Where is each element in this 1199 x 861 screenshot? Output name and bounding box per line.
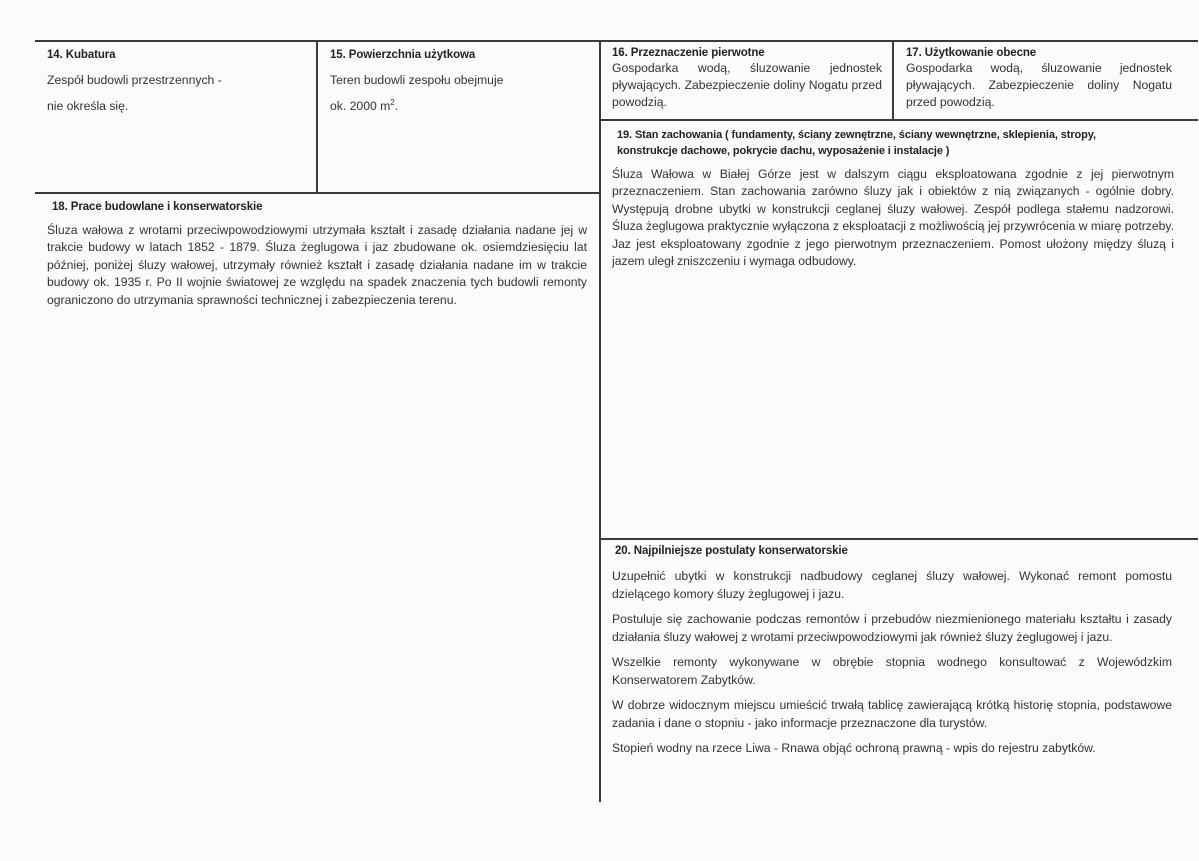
section-14-heading: 14. Kubatura [47,49,116,61]
section-14-line-2: nie określa się. [47,98,129,113]
section-15-line-2 [330,98,592,116]
divider-left-right [599,40,601,802]
section-17-text: Gospodarka wodą, śluzowanie jednostek pływających. Zabezpieczenie doliny Nogatu przed powodzią. [906,61,1172,109]
divider-s16-s17 [892,40,894,119]
section-17-heading: 17. Użytkowanie obecne [906,47,1037,59]
section-19-text: Śluza Wałowa w Białej Górze jest w dalszym ciągu eksploatowana zgodnie z jej pierwotnym przeznaczeniem. Stan zachowania zarówno śluzy jak i obiektów z nią związanych - ogólnie dobry. Występują drobne ubytki w konstrukcji ceglanej śluzy wałowej. Zespół podlega stałemu nadzorowi. Śluza żeglugowa praktycznie wyłączona z eksploatacji z możliwością jej przywrócenia w miarę potrzeby. Jaz jest eksploatowany zgodnie z jego pierwotnym przeznaczeniem. Pomost ułożony między śluzą i jazem uległ zniszczeniu i wymaga odbudowy. [612,167,1174,269]
postulate-paragraph: W dobrze widocznym miejscu umieścić trwałą tablicę zawierającą krótką historię stopnia, podstawowe zadania i dane o stopniu - jako informacje przeznaczone dla turystów. [612,698,1172,730]
area-period: . [394,98,399,113]
section-powierzchnia [330,48,592,115]
rule-above-s20 [599,538,1198,540]
section-18-text: Śluza wałowa z wrotami przeciwpowodziowymi utrzymała kształt i zasadę działania nadane jej w trakcie budowy w latach 1852 - 1879. Śluza żeglugowa i jaz zbudowane ok. osiemdziesięciu lat później, poniżej śluzy wałowej, utrzymały również kształt i zasadę działania nadane im w trakcie budowy ok. 1935 r. Po II wojnie światowej ze względu na spadek znaczenia tych budowli remonty ograniczono do utrzymania sprawności technicznej i zabezpieczenia terenu. [47,223,587,307]
postulate-paragraph: Stopień wodny na rzece Liwa - Rnawa objąć ochroną prawną - wpis do rejestru zabytków. [612,741,1096,755]
section-przeznaczenie-pierwotne [612,46,882,111]
postulate-paragraph: Wszelkie remonty wykonywane w obrębie stopnia wodnego konsultować z Wojewódzkim Konserwatorem Zabytków. [612,655,1172,687]
section-20-paragraphs [612,568,1172,758]
area-unit-exponent: 2 [390,97,395,107]
section-kubatura [47,48,309,115]
section-19-heading-line-2: konstrukcje dachowe, pokrycie dachu, wyposażenie i instalacje ) [617,145,950,157]
section-16-text: Gospodarka wodą, śluzowanie jednostek pływających. Zabezpieczenie doliny Nogatu przed powodzią. [612,61,882,109]
rule-below-s16-s17 [599,119,1198,121]
section-14-line-1: Zespół budowli przestrzennych - [47,73,222,87]
divider-s14-s15 [316,40,318,192]
section-prace-budowlane [47,200,587,309]
section-postulaty [612,544,1172,766]
postulate-paragraph: Uzupełnić ubytki w konstrukcji nadbudowy ceglanej śluzy wałowej. Wykonać remont pomostu dzielącego komory śluzy żeglugowej i jazu. [612,569,1172,601]
section-15-heading: 15. Powierzchnia użytkowa [330,49,476,61]
postulate-paragraph: Postuluje się zachowanie podczas remontów i przebudów niezmienionego materiału kształtu i zasady działania śluzy wałowej z wrotami przeciwpowodziowymi jak również śluzy żeglugowej i jazu. [612,612,1172,644]
section-stan-zachowania [612,128,1174,270]
rule-below-s14-s15 [35,192,601,194]
area-value: ok. 2000 m [330,98,391,113]
section-16-heading: 16. Przeznaczenie pierwotne [612,47,765,59]
top-rule [35,40,1198,42]
section-19-heading-line-1: 19. Stan zachowania ( fundamenty, ściany zewnętrzne, ściany wewnętrzne, sklepienia, stropy, [617,129,1096,141]
section-20-heading: 20. Najpilniejsze postulaty konserwatorskie [615,545,848,557]
section-15-line-1: Teren budowli zespołu obejmuje [330,73,504,87]
section-18-heading: 18. Prace budowlane i konserwatorskie [52,201,263,213]
section-uzytkowanie-obecne [906,46,1172,111]
